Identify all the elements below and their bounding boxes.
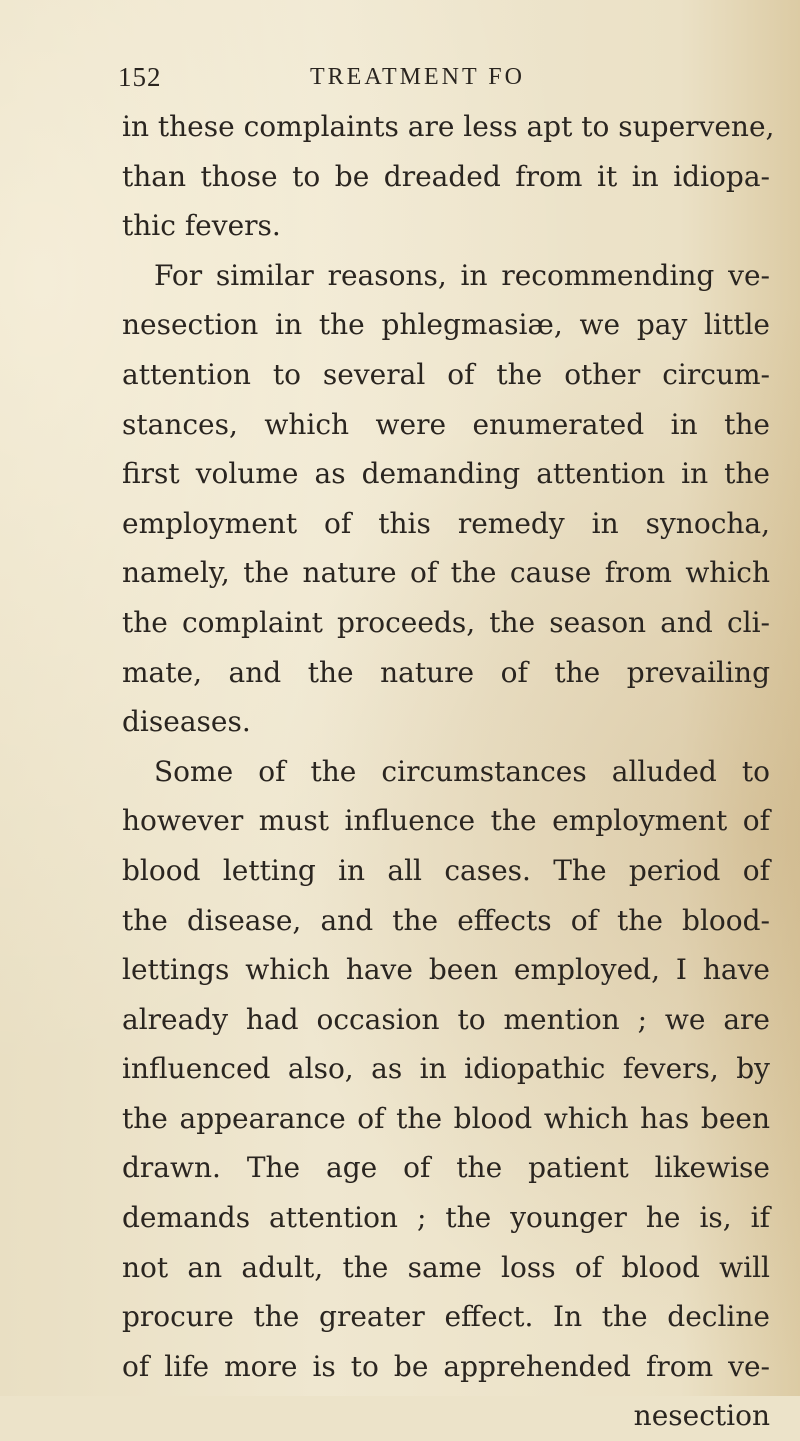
text-line: the complaint proceeds, the season and cli- [122,605,770,639]
text-line: the disease, and the effects of the blood- [122,903,770,937]
text-line: in these complaints are less apt to supervene, [122,110,775,143]
text-line: drawn. The age of the patient likewise [122,1151,770,1185]
page-number: 152 [118,62,162,92]
text-line: than those to be dreaded from it in idiopa- [122,159,770,193]
text-line: diseases. [122,705,251,739]
text-line: demands attention ; the younger he is, if [122,1201,770,1235]
running-head-title: TREATMENT FO [310,64,525,90]
text-line: attention to several of the other circum- [122,357,770,391]
text-line: blood letting in all cases. The period of [122,853,770,887]
text-line: mate, and the nature of the prevailing [122,655,770,689]
text-line: procure the greater effect. In the decline [122,1300,770,1334]
catchword: nesection [633,1399,770,1433]
text-line: thic fevers. [122,209,281,243]
text-line: nesection in the phlegmasiæ, we pay little [122,308,770,342]
text-line: Some of the circumstances alluded to [154,754,770,788]
text-line: lettings which have been employed, I have [122,953,770,987]
text-line: namely, the nature of the cause from which [122,556,770,590]
text-line: already had occasion to mention ; we are [122,1002,770,1036]
text-line: stances, which were enumerated in the [122,407,770,441]
text-line: however must influence the employment of [122,804,770,838]
text-line: not an adult, the same loss of blood will [122,1250,770,1284]
text-line: influenced also, as in idiopathic fevers, by [122,1052,770,1086]
text-line: the appearance of the blood which has been [122,1101,770,1135]
text-line: For similar reasons, in recommending ve- [154,258,770,292]
body-text [122,102,775,1441]
running-head [118,62,758,96]
text-line: of life more is to be apprehended from ve- [122,1349,770,1383]
text-line: employment of this remedy in synocha, [122,506,770,540]
text-line: first volume as demanding attention in the [122,457,770,491]
